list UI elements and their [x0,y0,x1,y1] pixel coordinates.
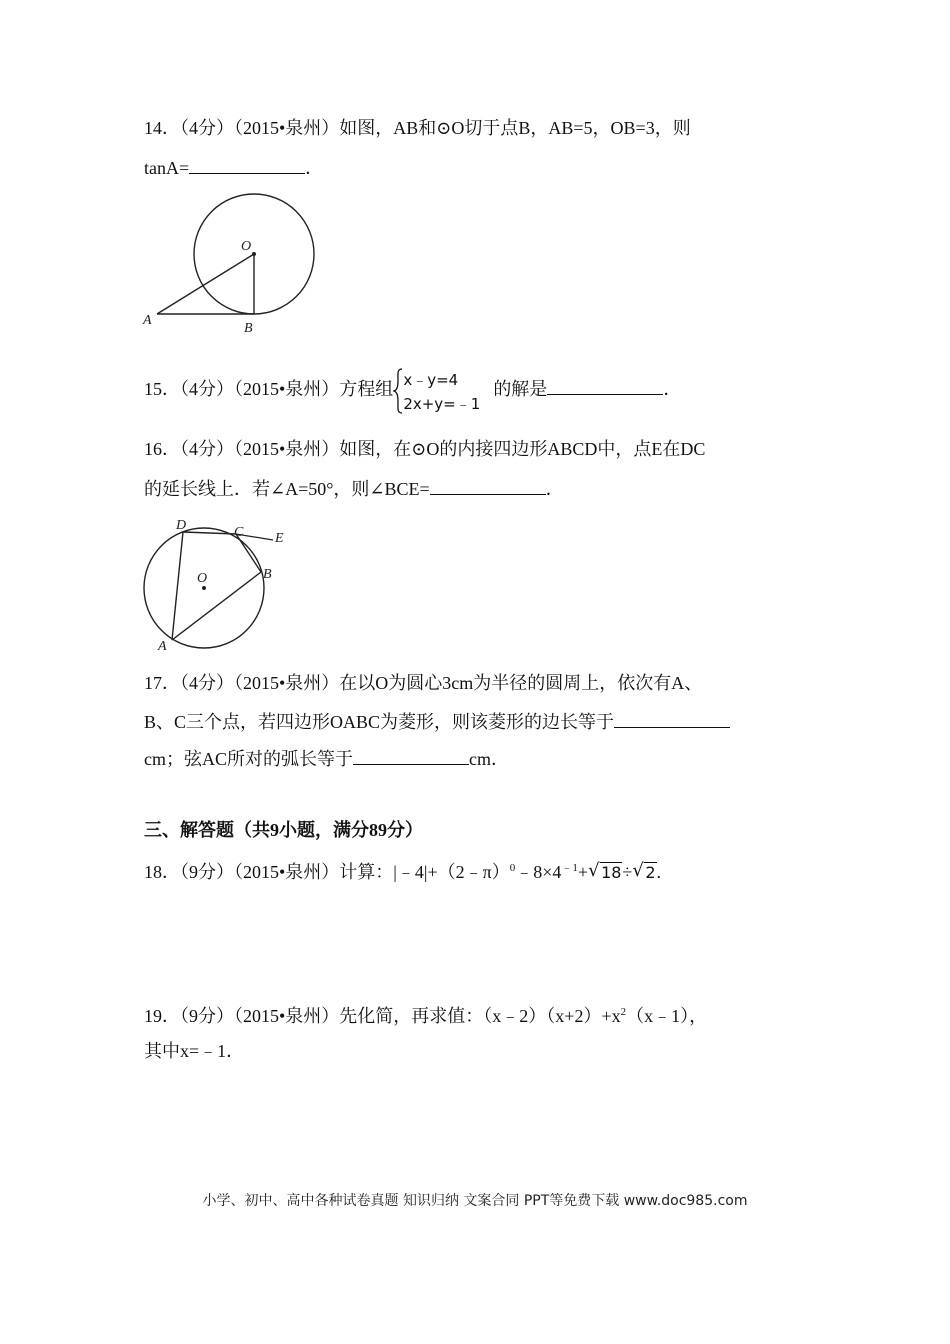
label-a: A [158,639,167,654]
q17-line1: 17．（4分）（2015•泉州）在以O为圆心3cm为半径的圆周上，依次有A、 [144,673,703,693]
segment-ad [172,532,183,640]
q19-exponent-2: 2 [620,1006,627,1018]
answer-blank [430,478,546,495]
sqrt-18: √ 18 [588,861,622,885]
q18-mid: ﹣8×4 [515,862,562,882]
answer-blank [189,157,305,174]
segment-ao [157,254,254,314]
label-b: B [263,567,272,582]
label-a: A [143,313,152,328]
q15-end: ． [663,379,682,399]
q16-line2 [144,477,564,501]
q18-plus: + [577,862,589,882]
q16-line1: 16．（4分）（2015•泉州）如图，在⊙O的内接四边形ABCD中，点E在DC [144,439,706,459]
q14-tan-label: tanA= [144,158,190,178]
label-c: C [234,525,244,540]
q18-exponent-0: 0 [509,862,516,874]
answer-blank [547,378,663,395]
q15-line [144,366,681,412]
q15-prefix: 15．（4分）（2015•泉州）方程组 [144,379,394,399]
q14-line1: 14．（4分）（2015•泉州）如图，AB和⊙O切于点B，AB=5，OB=3，则 [144,118,691,138]
answer-blank [614,711,730,728]
q17-line3-suffix: cm． [469,749,509,769]
sqrt-2: √ 2 [632,861,656,885]
q18-line [144,856,661,885]
page-footer: 小学、初中、高中各种试卷真题 知识归纳 文案合同 PPT等免费下载 www.doc985.com [202,1193,748,1209]
label-o: O [241,239,252,254]
q17-line2-text: B、C三个点，若四边形OABC为菱形，则该菱形的边长等于 [144,712,615,732]
q16-figure [138,512,298,659]
answer-blank [353,748,469,765]
label-d: D [176,518,187,533]
q15-suffix: 的解是 [493,379,548,399]
q19-line2: 其中x=﹣1． [144,1041,245,1061]
label-b: B [244,321,253,336]
equation-1: x﹣y=4 [403,370,459,389]
q19-prefix: 19．（9分）（2015•泉州）先化简，再求值：（x﹣2）（x+2）+x [144,1006,621,1026]
q18-div: ÷ [622,862,633,882]
q14-end: ． [305,158,324,178]
q18-prefix: 18．（9分）（2015•泉州）计算：|﹣4|+（2﹣π） [144,862,510,882]
q18-exponent-neg1: ﹣1 [561,862,578,874]
equation-system [393,368,493,414]
q19-line1 [144,1000,707,1028]
label-o: O [197,571,208,586]
section-title: 三、解答题（共9小题，满分89分） [144,820,423,840]
q17-line2 [144,710,730,734]
center-point [202,586,206,590]
q18-end: . [656,862,661,882]
q16-end: ． [545,479,564,499]
label-e: E [275,531,284,546]
q17-line3-prefix: cm；弦AC所对的弧长等于 [144,749,353,769]
center-point [252,252,256,256]
equation-2: 2x+y=﹣1 [403,394,481,413]
q17-line3 [144,747,509,771]
q16-prefix: 的延长线上．若∠A=50°，则∠BCE= [144,479,430,499]
q14-line2 [144,156,323,180]
brace-icon [393,368,403,414]
q19-suffix: （x﹣1）， [626,1006,708,1026]
q14-figure [140,192,330,347]
